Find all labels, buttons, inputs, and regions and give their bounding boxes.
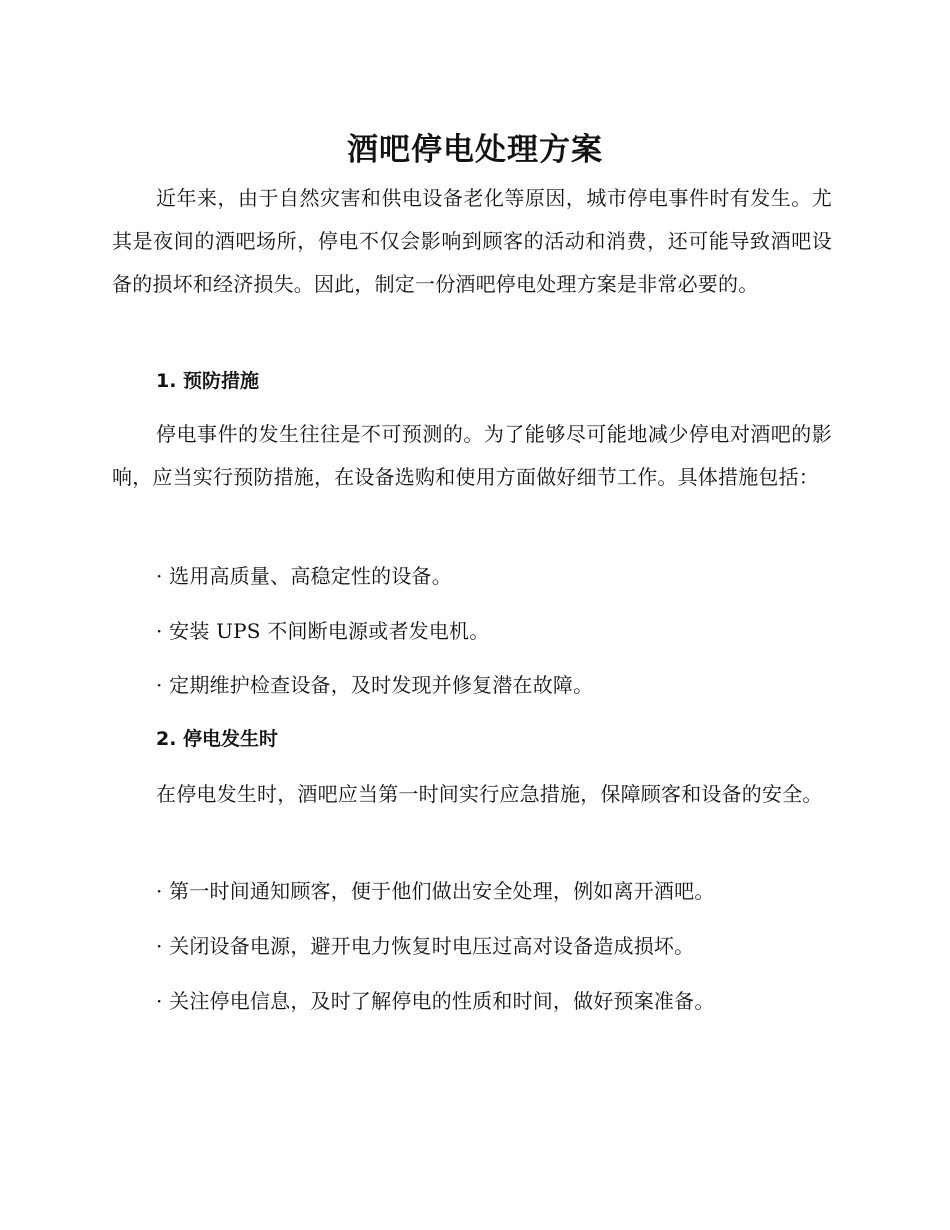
bullet-item: · 关注停电信息，及时了解停电的性质和时间，做好预案准备。 xyxy=(156,989,715,1013)
section-paragraph-prevention: 停电事件的发生往往是不可预测的。为了能够尽可能地减少停电对酒吧的影响，应当实行预防措施，在设备选购和使用方面做好细节工作。具体措施包括： xyxy=(112,422,832,489)
section-paragraph-outage: 在停电发生时，酒吧应当第一时间实行应急措施，保障顾客和设备的安全。 xyxy=(156,782,823,806)
bullet-item: · 关闭设备电源，避开电力恢复时电压过高对设备造成损坏。 xyxy=(156,934,695,958)
bullet-item: · 第一时间通知顾客，便于他们做出安全处理，例如离开酒吧。 xyxy=(156,879,715,903)
document-title: 酒吧停电处理方案 xyxy=(347,132,603,168)
bullet-item: · 选用高质量、高稳定性的设备。 xyxy=(156,564,452,588)
intro-paragraph: 近年来，由于自然灾害和供电设备老化等原因，城市停电事件时有发生。尤其是夜间的酒吧场所，停电不仅会影响到顾客的活动和消费，还可能导致酒吧设备的损坏和经济损失。因此，制定一份酒吧停电处理方案是非常必要的。 xyxy=(112,186,832,296)
section-heading-outage: 2. 停电发生时 xyxy=(156,728,279,750)
bullet-item: · 定期维护检查设备，及时发现并修复潜在故障。 xyxy=(156,673,594,697)
bullet-item: · 安装 UPS 不间断电源或者发电机。 xyxy=(156,619,490,643)
section-heading-prevention: 1. 预防措施 xyxy=(156,370,260,392)
